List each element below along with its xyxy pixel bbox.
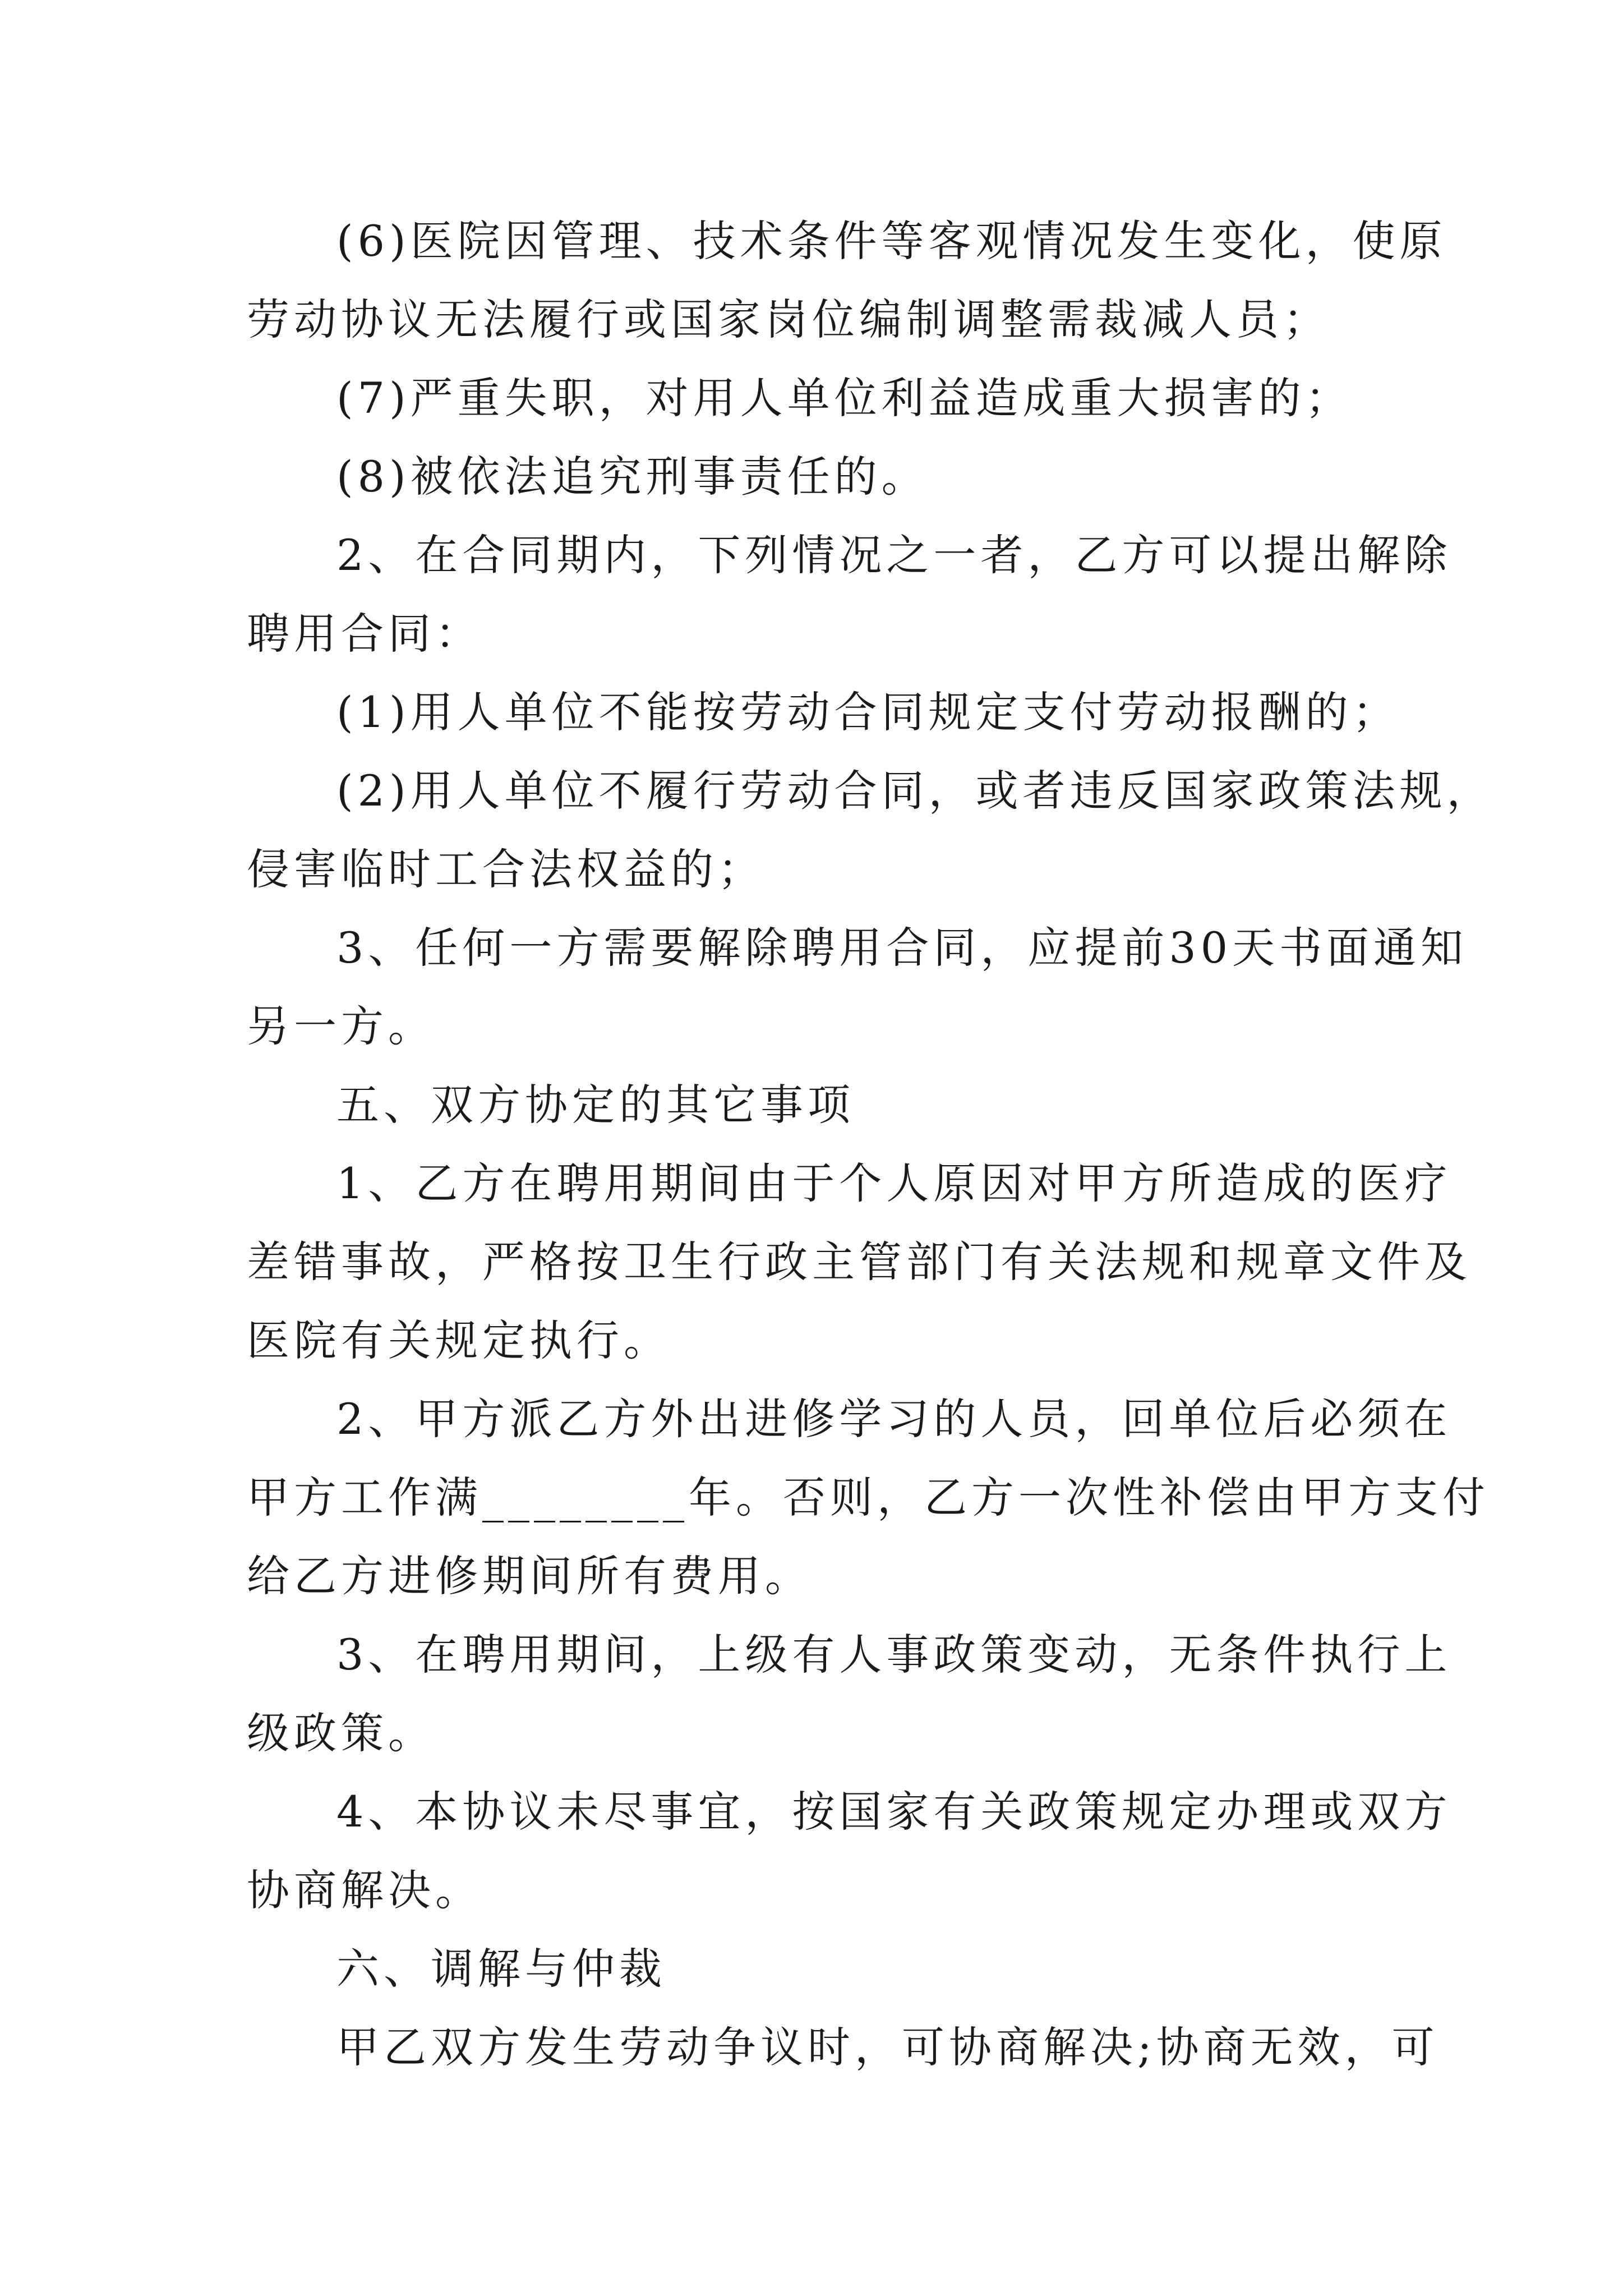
- text-line: (1)用人单位不能按劳动合同规定支付劳动报酬的；: [336, 687, 1400, 737]
- text-line: 2、在合同期内，下列情况之一者，乙方可以提出解除: [336, 530, 1452, 580]
- text-line: 聘用合同：: [247, 609, 482, 659]
- text-line: 侵害临时工合法权益的；: [247, 844, 765, 894]
- text-line: 劳动协议无法履行或国家岗位编制调整需裁减人员；: [247, 295, 1330, 344]
- text-line: 级政策。: [247, 1708, 435, 1758]
- text-line: 给乙方进修期间所有费用。: [247, 1551, 812, 1601]
- section-heading: 五、双方协定的其它事项: [336, 1080, 855, 1130]
- text-line: 甲乙双方发生劳动争议时，可协商解决;协商无效，可: [336, 2022, 1439, 2072]
- text-line: 协商解决。: [247, 1865, 482, 1915]
- text-line: 差错事故，严格按卫生行政主管部门有关法规和规章文件及: [247, 1237, 1472, 1287]
- text-line: 甲方工作满________年。否则，乙方一次性补偿由甲方支付: [247, 1473, 1490, 1522]
- text-line: (8)被依法追究刑事责任的。: [336, 452, 929, 501]
- text-line: (7)严重失职，对用人单位利益造成重大损害的；: [336, 373, 1353, 423]
- text-line: 3、任何一方需要解除聘用合同，应提前30天书面通知: [336, 923, 1468, 973]
- text-line: 3、在聘用期间，上级有人事政策变动，无条件执行上: [336, 1630, 1452, 1680]
- text-line: 1、乙方在聘用期间由于个人原因对甲方所造成的医疗: [336, 1158, 1452, 1208]
- text-line: (2)用人单位不履行劳动合同，或者违反国家政策法规，: [336, 766, 1494, 816]
- text-line: 4、本协议未尽事宜，按国家有关政策规定办理或双方: [336, 1787, 1452, 1837]
- section-heading: 六、调解与仲裁: [336, 1944, 666, 1994]
- text-line: (6)医院因管理、技术条件等客观情况发生变化，使原: [336, 216, 1447, 266]
- text-line: 医院有关规定执行。: [247, 1315, 671, 1365]
- text-line: 另一方。: [247, 1001, 435, 1051]
- text-line: 2、甲方派乙方外出进修学习的人员，回单位后必须在: [336, 1394, 1452, 1444]
